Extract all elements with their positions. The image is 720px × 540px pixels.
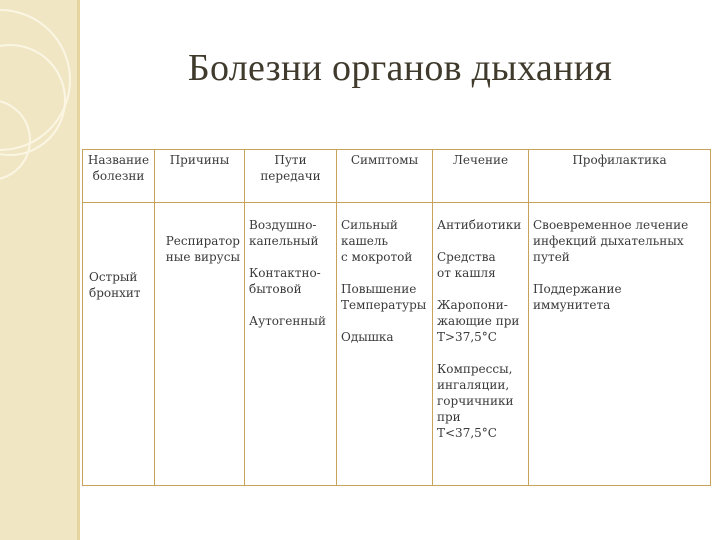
header-name: Название болезни [83, 150, 155, 203]
causes-line: Респиратор [165, 234, 240, 248]
decorative-circles [0, 0, 80, 540]
diseases-table [82, 149, 711, 486]
prevention-line: инфекций дыхательных [533, 234, 684, 248]
treatment-line: горчичники [437, 394, 514, 408]
transmission-line: Контактно- [249, 266, 321, 280]
header-treatment: Лечение [433, 150, 529, 203]
causes-line: ные вирусы [165, 250, 240, 264]
treatment-line: Антибиотики [437, 218, 522, 232]
transmission-line: Воздушно- [249, 218, 317, 232]
symptoms-line: Одышка [341, 330, 394, 344]
treatment-line: жающие при [437, 314, 520, 328]
table-row [83, 203, 711, 486]
prevention-line: путей [533, 250, 570, 264]
treatment-line [437, 281, 524, 297]
prevention-line [533, 265, 706, 281]
treatment-line [437, 345, 524, 361]
cell-prevention [529, 203, 711, 486]
transmission-line [249, 249, 332, 265]
transmission-line [249, 297, 332, 313]
cell-symptoms [337, 203, 433, 486]
header-causes: Причины [155, 150, 245, 203]
prevention-line: Поддержание [533, 282, 622, 296]
symptoms-line [341, 313, 428, 329]
transmission-line: Аутогенный [249, 314, 326, 328]
header-prevention: Профилактика [529, 150, 711, 203]
treatment-line: от кашля [437, 266, 496, 280]
symptoms-line: с мокротой [341, 250, 413, 264]
treatment-line [437, 233, 524, 249]
treatment-line: при Т<37,5°С [437, 410, 497, 440]
cell-disease-name [83, 203, 155, 486]
prevention-line: иммунитета [533, 298, 611, 312]
transmission-line: бытовой [249, 282, 302, 296]
header-symptoms: Симптомы [337, 150, 433, 203]
symptoms-line: Сильный [341, 218, 398, 232]
cell-transmission [245, 203, 337, 486]
transmission-line: капельный [249, 234, 319, 248]
treatment-line: Средства [437, 250, 496, 264]
symptoms-line: кашель [341, 234, 389, 248]
symptoms-line: Температуры [341, 298, 427, 312]
treatment-line: Т>37,5°С [437, 330, 497, 344]
slide-title: Болезни органов дыхания [187, 47, 613, 89]
cell-treatment [433, 203, 529, 486]
symptoms-line: Повышение [341, 282, 417, 296]
treatment-line: ингаляции, [437, 378, 510, 392]
cell-causes [155, 203, 245, 486]
treatment-line: Компрессы, [437, 362, 513, 376]
header-transmission: Пути передачи [245, 150, 337, 203]
treatment-line: Жаропони- [437, 298, 508, 312]
disease-name-line: бронхит [89, 286, 141, 300]
table-header-row [83, 150, 711, 203]
prevention-line: Своевременное лечение [533, 218, 689, 232]
disease-name-line: Острый [89, 270, 138, 284]
symptoms-line [341, 265, 428, 281]
